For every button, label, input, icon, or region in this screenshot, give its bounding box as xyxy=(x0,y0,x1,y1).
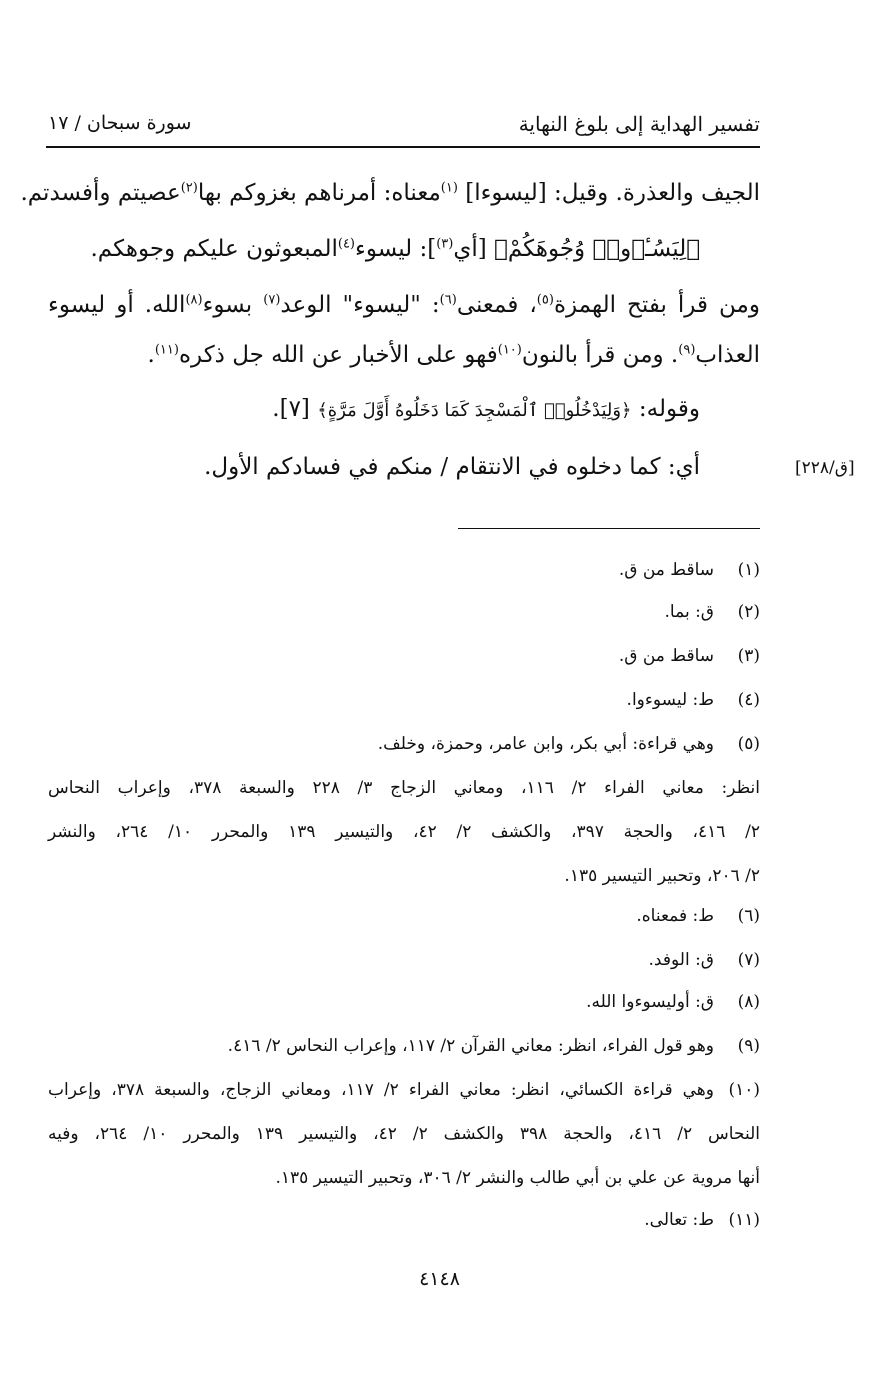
footnote-ref: (١) xyxy=(440,180,458,196)
page-number: ٤١٤٨ xyxy=(419,1268,460,1290)
book-title: تفسير الهداية إلى بلوغ النهاية xyxy=(518,112,760,136)
footnote-ref: (٣) xyxy=(436,236,454,252)
footnote-ref: (٤) xyxy=(337,236,355,252)
footnote-5: (٥)وهي قراءة: أبي بكر، وابن عامر، وحمزة، وخلف. xyxy=(377,734,760,754)
footnote-ref: (١١) xyxy=(154,342,179,358)
footnote-10-line-3: أنها مروية عن علي بن أبي طالب والنشر ٢/ ٣٠٦، وتحبير التيسير ١٣٥. xyxy=(275,1168,760,1188)
footnote-10: (١٠)وهي قراءة الكسائي، انظر: معاني الفراء ٢/ ١١٧، ومعاني الزجاج، والسبعة ٣٧٨، وإعراب xyxy=(48,1080,760,1100)
footnote-11: (١١)ط: تعالى. xyxy=(644,1210,760,1230)
footnote-5-line-3: ٢/ ٤١٦، والحجة ٣٩٧، والكشف ٢/ ٤٢، والتيسير ١٣٩ والمحرر ١٠/ ٢٦٤، والنشر xyxy=(48,822,761,842)
footnote-4: (٤)ط: ليسوءوا. xyxy=(626,690,760,710)
footnote-10-line-2: النحاس ٢/ ٤١٦، والحجة ٣٩٨ والكشف ٢/ ٤٢، والتيسير ١٣٩ والمحرر ١٠/ ٢٦٤، وفيه xyxy=(48,1124,760,1144)
footnote-5-line-4: ٢/ ٢٠٦، وتحبير التيسير ١٣٥. xyxy=(564,866,760,886)
footnotes-divider xyxy=(458,528,760,529)
footnote-3: (٣)ساقط من ق. xyxy=(618,646,760,666)
footnote-ref: (٩) xyxy=(678,342,696,358)
text-line-2: ﴿لِيَسُـٔۥوا۟ وُجُوهَكُمْ﴾ [أي$^{(٣)}$]: ليسوء$^{(٤)}$المبعوثون عليكم وجوهكم. xyxy=(90,236,700,262)
footnote-6: (٦)ط: فمعناه. xyxy=(636,906,760,926)
header-divider xyxy=(46,146,760,148)
text-line-5: وقوله: ﴿وَلِيَدْخُلُوا۟ ٱلْمَسْجِدَ كَمَا دَخَلُوهُ أَوَّلَ مَرَّةٍ﴾ [٧]. xyxy=(272,396,700,422)
footnote-ref: (٦) xyxy=(439,292,457,308)
footnote-ref: (٧) xyxy=(263,292,281,308)
footnote-2: (٢)ق: بما. xyxy=(664,602,760,622)
footnote-ref: (٥) xyxy=(536,292,554,308)
quran-verse: ﴿وَلِيَدْخُلُوا۟ ٱلْمَسْجِدَ كَمَا دَخَلُوهُ أَوَّلَ مَرَّةٍ﴾ xyxy=(317,400,632,421)
text-line-3: ومن قرأ بفتح الهمزة$^{(٥)}$، فمعنى$^{(٦)}$: "ليسوء" الوعد$^{(٧)}$ بسوء$^{(٨)}$الله. أو ليسوء xyxy=(48,292,760,318)
footnote-5-line-2: انظر: معاني الفراء ٢/ ١١٦، ومعاني الزجاج ٣/ ٢٢٨ والسبعة ٣٧٨، وإعراب النحاس xyxy=(48,778,760,798)
footnote-1: (١)ساقط من ق. xyxy=(618,560,760,580)
surah-label: سورة سبحان / ١٧ xyxy=(48,112,192,134)
text-line-4: العذاب$^{(٩)}$. ومن قرأ بالنون$^{(١٠)}$فهو على الأخبار عن الله جل ذكره$^{(١١)}$. xyxy=(147,342,760,368)
footnote-7: (٧)ق: الوفد. xyxy=(648,950,760,970)
footnote-8: (٨)ق: أوليسوءوا الله. xyxy=(586,992,760,1012)
footnote-9: (٩)وهو قول الفراء، انظر: معاني القرآن ٢/ ١١٧، وإعراب النحاس ٢/ ٤١٦. xyxy=(227,1036,760,1056)
quran-verse: ﴿لِيَسُـٔۥوا۟ وُجُوهَكُمْ﴾ [أي xyxy=(453,236,700,262)
text-line-6: أي: كما دخلوه في الانتقام / منكم في فسادكم الأول. xyxy=(204,454,700,480)
footnote-ref: (٨) xyxy=(185,292,203,308)
text-line-1: الجيف والعذرة. وقيل: [ليسوءا] $^{(١)}$معناه: أمرناهم بغزوكم بها$^{(٢)}$عصيتم وأفسدتم. xyxy=(20,180,760,206)
footnote-ref: (٢) xyxy=(180,180,198,196)
running-header xyxy=(48,108,760,142)
footnote-ref: (١٠) xyxy=(497,342,522,358)
manuscript-folio-reference: [ق/٢٢٨] xyxy=(795,458,855,478)
